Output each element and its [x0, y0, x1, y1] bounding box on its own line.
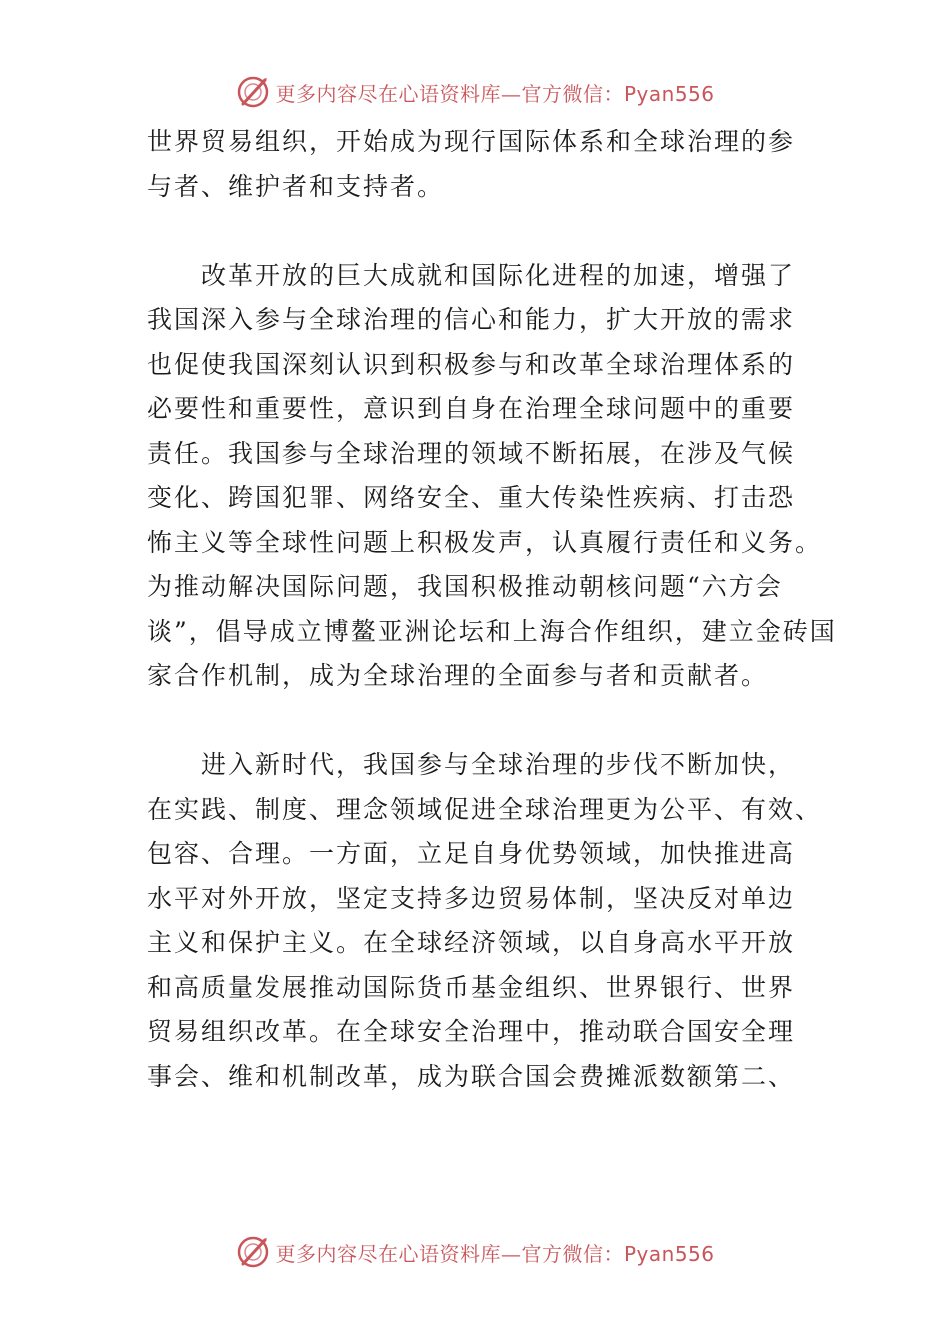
text-line: 世界贸易组织，开始成为现行国际体系和全球治理的参: [147, 127, 796, 156]
text-line: 事会、维和机制改革，成为联合国会费摊派数额第二、: [147, 1061, 796, 1091]
text-line: 变化、跨国犯罪、网络安全、重大传染性疾病、打击恐: [147, 483, 796, 512]
footer-brand-text: [275, 1238, 714, 1267]
text-line: 水平对外开放，坚定支持多边贸易体制，坚决反对单边: [147, 883, 796, 913]
text-line: 必要性和重要性，意识到自身在治理全球问题中的重要: [147, 394, 796, 423]
text-line: 在实践、制度、理念领域促进全球治理更为公平、有效、: [147, 794, 823, 824]
text-line: 改革开放的巨大成就和国际化进程的加速，增强了: [201, 260, 796, 290]
header-brand-text: [275, 78, 714, 107]
paragraph-3: [147, 743, 823, 1099]
text-line: 责任。我国参与全球治理的领域不断拓展，在涉及气候: [147, 438, 796, 468]
text-line: 也促使我国深刻认识到积极参与和改革全球治理体系的: [147, 349, 796, 379]
text-line: 和高质量发展推动国际货币基金组织、世界银行、世界: [147, 972, 796, 1002]
text-line: 怖主义等全球性问题上积极发声，认真履行责任和义务。: [147, 527, 823, 557]
footer-banner: [0, 1230, 950, 1274]
header-banner: [0, 70, 950, 114]
text-line: 我国深入参与全球治理的信心和能力，扩大开放的需求: [147, 305, 796, 334]
document-body: [147, 120, 837, 1099]
text-line: 家合作机制，成为全球治理的全面参与者和贡献者。: [147, 661, 769, 690]
text-line: 与者、维护者和支持者。: [147, 171, 445, 201]
footer-brand-label: 更多内容尽在心语资料库—官方微信：: [275, 1241, 624, 1266]
text-line: 进入新时代，我国参与全球治理的步伐不断加快，: [201, 750, 796, 779]
header-wechat-id: Pyan556: [623, 81, 715, 106]
text-line: 为推动解决国际问题，我国积极推动朝核问题“六方会: [147, 572, 783, 601]
text-line: 主义和保护主义。在全球经济领域，以自身高水平开放: [147, 928, 796, 957]
footer-wechat-id: Pyan556: [623, 1241, 715, 1266]
paragraph-1: [147, 120, 807, 209]
text-line: 谈”，倡导成立博鳌亚洲论坛和上海合作组织，建立金砖国: [147, 616, 837, 646]
text-line: 包容、合理。一方面，立足自身优势领域，加快推进高: [147, 839, 796, 868]
paragraph-2: [147, 254, 837, 699]
pen-circle-logo-icon: [235, 1234, 271, 1270]
paragraph-spacer: [147, 209, 807, 254]
header-brand-label: 更多内容尽在心语资料库—官方微信：: [275, 81, 624, 106]
pen-circle-logo-icon: [235, 74, 271, 110]
paragraph-spacer: [147, 699, 807, 744]
text-line: 贸易组织改革。在全球安全治理中，推动联合国安全理: [147, 1017, 796, 1046]
